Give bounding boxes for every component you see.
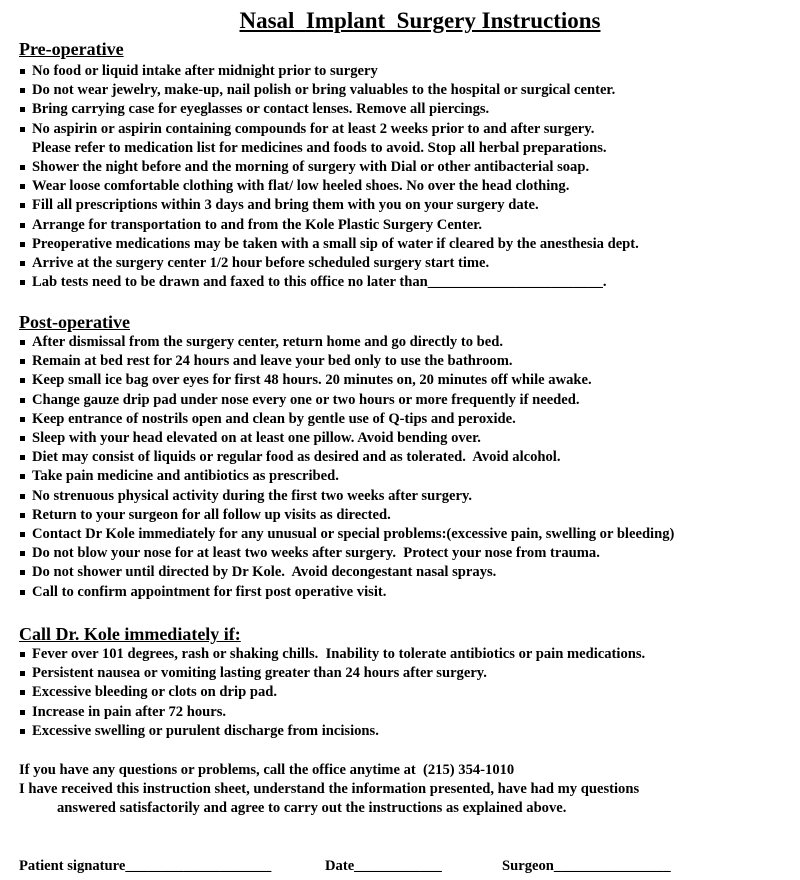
acknowledgment-line-1: I have received this instruction sheet, understand the information presented, have had my questions (19, 781, 640, 797)
postop-list (19, 333, 674, 602)
list-item: Bring carrying case for eyeglasses or contact lenses. Remove all piercings. (19, 100, 639, 119)
list-item: Lab tests need to be drawn and faxed to this office no later than________________________. (19, 273, 639, 292)
list-item: Do not blow your nose for at least two weeks after surgery. Protect your nose from trauma. (19, 544, 674, 563)
acknowledgment-line-2: answered satisfactorily and agree to carry out the instructions as explained above. (57, 800, 567, 816)
list-item: No food or liquid intake after midnight prior to surgery (19, 62, 639, 81)
list-item: Wear loose comfortable clothing with flat/ low heeled shoes. No over the head clothing. (19, 177, 639, 196)
list-item: Remain at bed rest for 24 hours and leave your bed only to use the bathroom. (19, 352, 674, 371)
call-heading: Call Dr. Kole immediately if: (19, 624, 241, 644)
list-item: Shower the night before and the morning of surgery with Dial or other antibacterial soap. (19, 158, 639, 177)
list-item: Sleep with your head elevated on at least one pillow. Avoid bending over. (19, 429, 674, 448)
document-title: Nasal Implant Surgery Instructions (239, 8, 601, 33)
list-item: After dismissal from the surgery center, return home and go directly to bed. (19, 333, 674, 352)
list-item: Fever over 101 degrees, rash or shaking chills. Inability to tolerate antibiotics or pain medications. (19, 645, 645, 664)
patient-signature-field[interactable]: Patient signature____________________ (19, 858, 272, 874)
list-item: Change gauze drip pad under nose every one or two hours or more frequently if needed. (19, 391, 674, 410)
list-item: Increase in pain after 72 hours. (19, 703, 645, 722)
list-item: Excessive swelling or purulent discharge from incisions. (19, 722, 645, 741)
list-item: Arrange for transportation to and from the Kole Plastic Surgery Center. (19, 216, 639, 235)
postop-heading: Post-operative (19, 312, 130, 332)
date-field[interactable]: Date____________ (325, 858, 442, 874)
list-item: Diet may consist of liquids or regular food as desired and as tolerated. Avoid alcohol. (19, 448, 674, 467)
list-item: Arrive at the surgery center 1/2 hour before scheduled surgery start time. (19, 254, 639, 273)
list-item: Preoperative medications may be taken with a small sip of water if cleared by the anesthesia dept. (19, 235, 639, 254)
list-item: Keep entrance of nostrils open and clean by gentle use of Q-tips and peroxide. (19, 410, 674, 429)
list-item: Keep small ice bag over eyes for first 48 hours. 20 minutes on, 20 minutes off while awake. (19, 371, 674, 390)
preop-list (19, 62, 639, 292)
list-item: Persistent nausea or vomiting lasting greater than 24 hours after surgery. (19, 664, 645, 683)
list-item: Excessive bleeding or clots on drip pad. (19, 683, 645, 702)
list-item: No strenuous physical activity during the first two weeks after surgery. (19, 487, 674, 506)
surgeon-signature-field[interactable]: Surgeon________________ (502, 858, 671, 874)
list-item: Take pain medicine and antibiotics as prescribed. (19, 467, 674, 486)
questions-contact-line: If you have any questions or problems, call the office anytime at (215) 354-1010 (19, 762, 515, 778)
list-item: Fill all prescriptions within 3 days and bring them with you on your surgery date. (19, 196, 639, 215)
list-item: Return to your surgeon for all follow up visits as directed. (19, 506, 674, 525)
list-item-continuation: Please refer to medication list for medicines and foods to avoid. Stop all herbal preparations. (32, 139, 607, 156)
list-item: Do not wear jewelry, make-up, nail polish or bring valuables to the hospital or surgical center. (19, 81, 639, 100)
list-item: Contact Dr Kole immediately for any unusual or special problems:(excessive pain, swelling or bleeding) (19, 525, 674, 544)
list-item: Call to confirm appointment for first post operative visit. (19, 583, 674, 602)
call-list (19, 645, 645, 741)
list-item: No aspirin or aspirin containing compounds for at least 2 weeks prior to and after surgery. (19, 120, 639, 139)
preop-heading: Pre-operative (19, 39, 124, 59)
list-item: Do not shower until directed by Dr Kole. Avoid decongestant nasal sprays. (19, 563, 674, 582)
